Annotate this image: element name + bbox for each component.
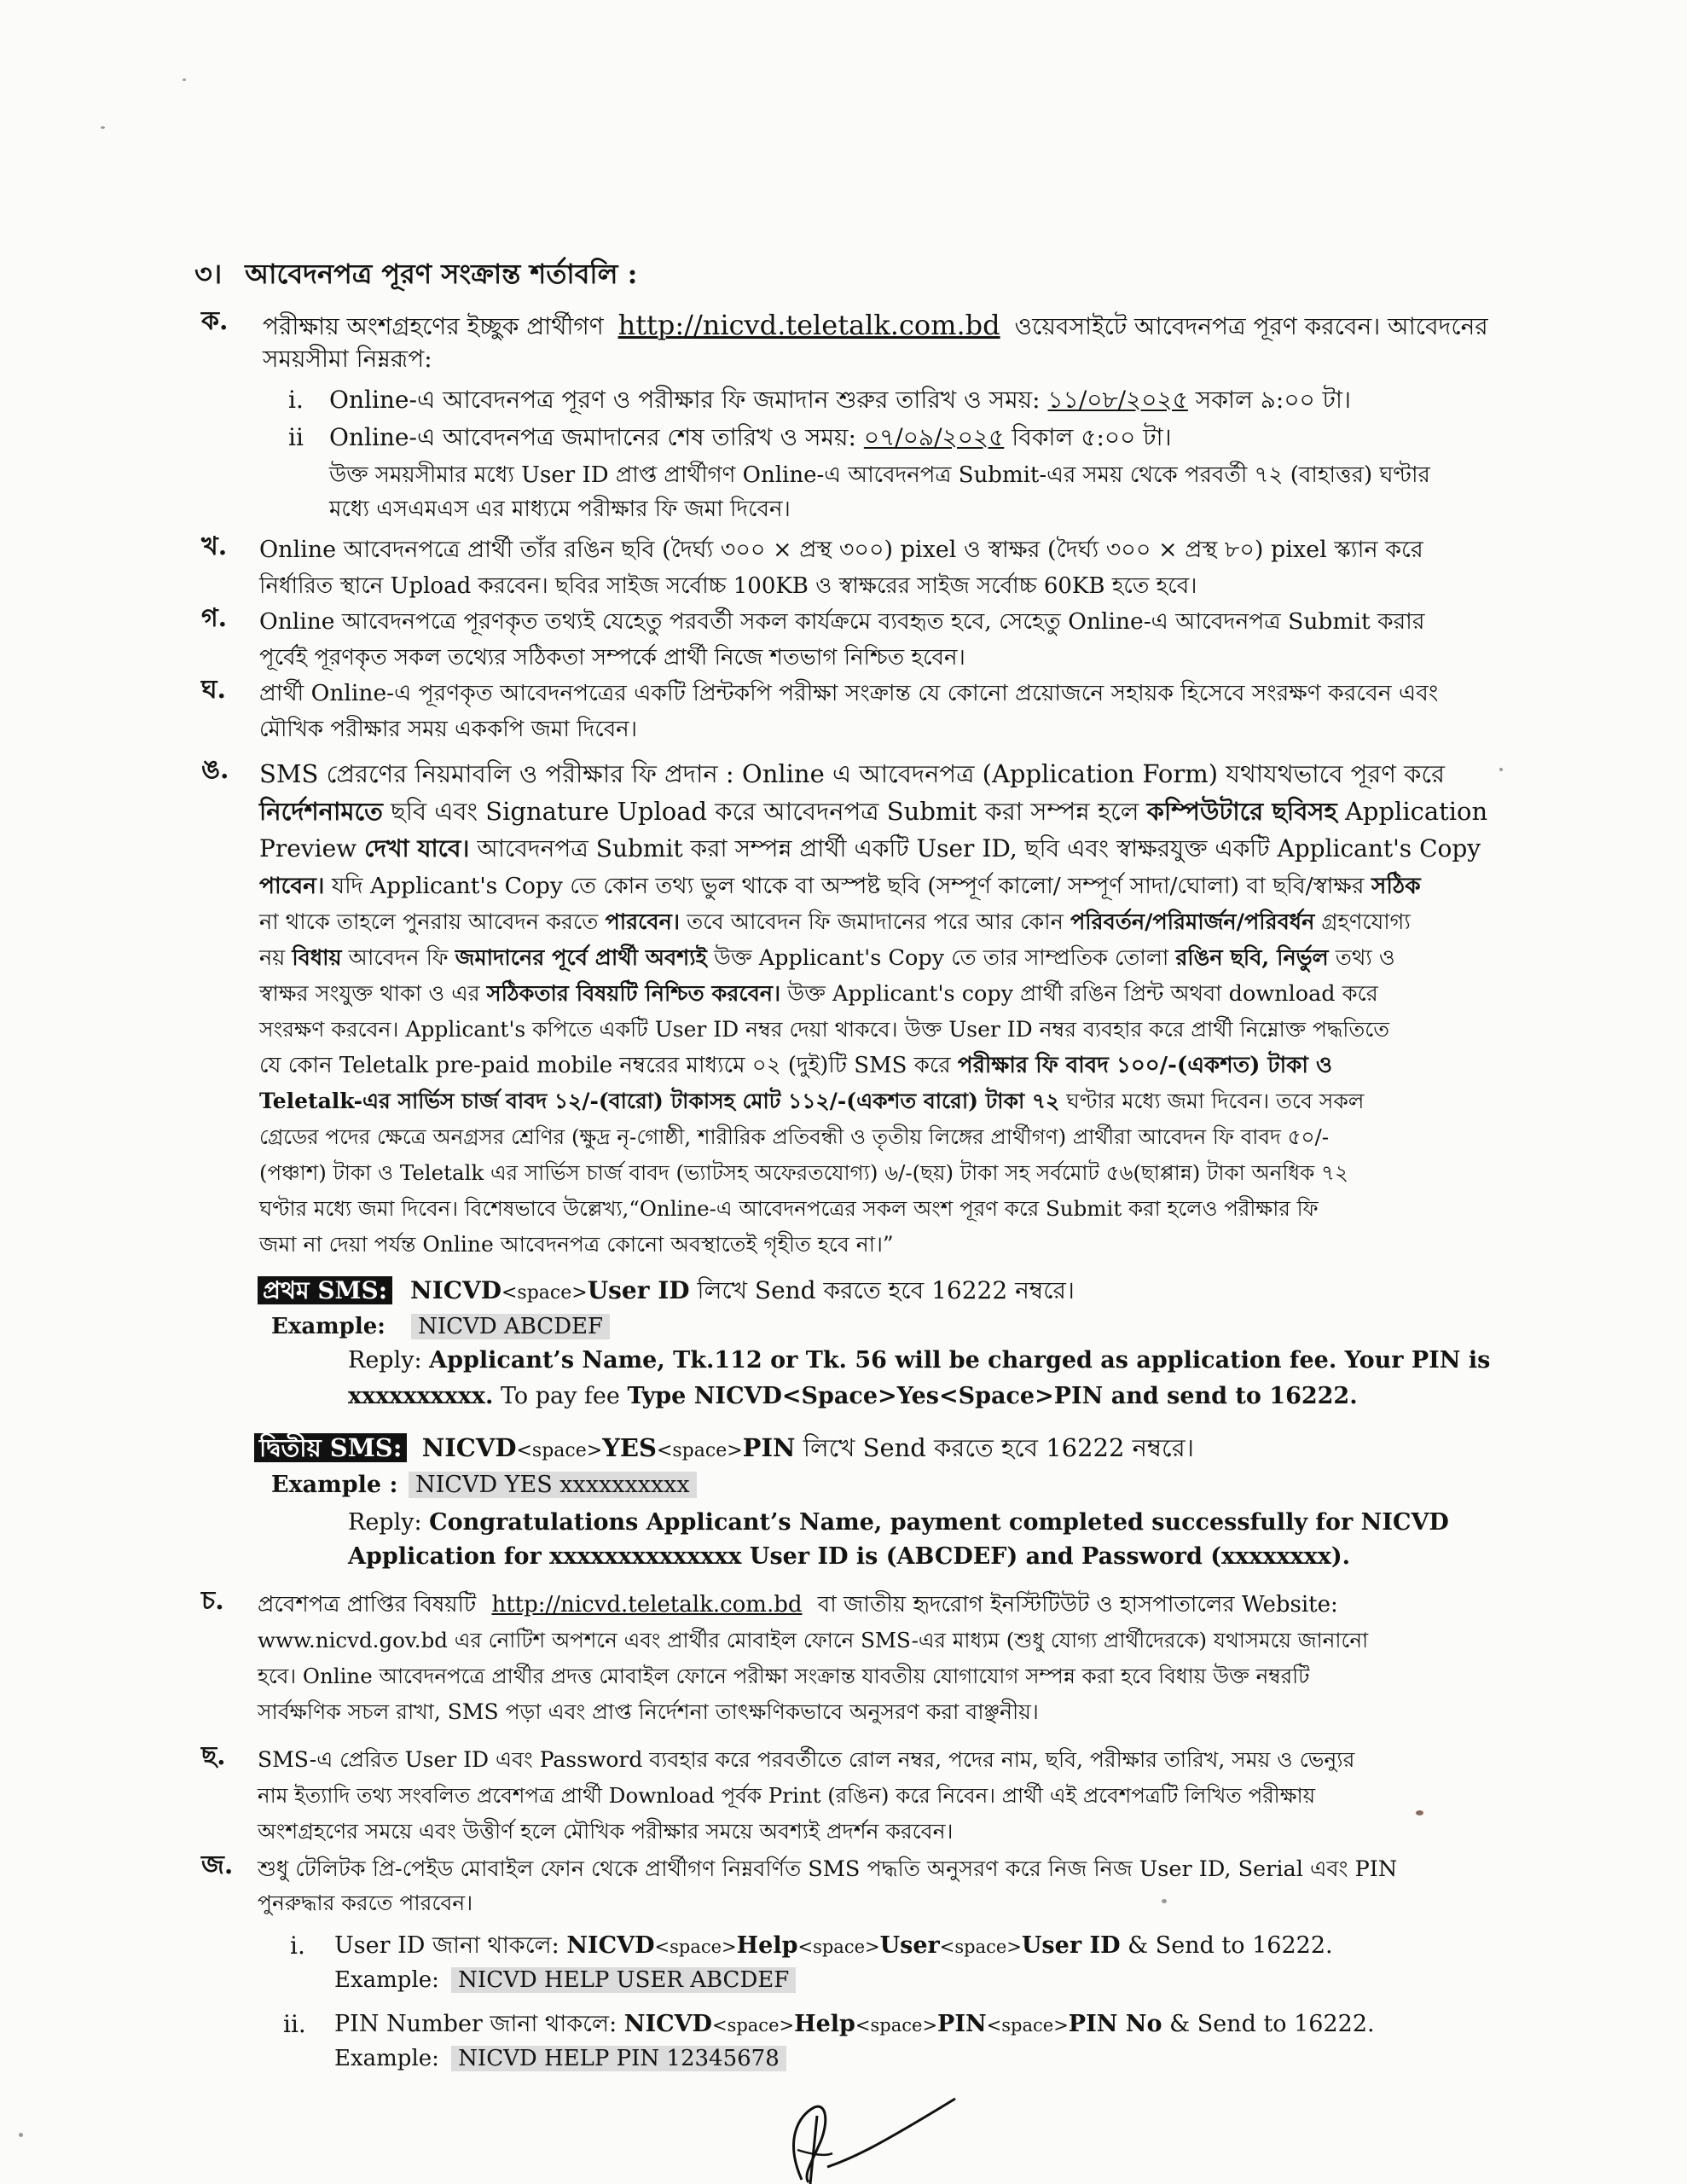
sms2-example-label: Example : (271, 1472, 398, 1498)
uma-l4c: সঠিক (1371, 873, 1421, 899)
ja-ii-space3: <space> (986, 2015, 1069, 2036)
ja-i-example-label: Example: (334, 1967, 439, 1993)
clause-uma-l11: গ্রেডের পদের ক্ষেত্রে অনগ্রসর শ্রেণির (ক্ষুদ্র নৃ-গোষ্ঠী, শারীরিক প্রতিবন্ধী ও তৃতীয় লিঙ্গের প্রার্থীগণ) প্রার্থীরা আবেদন ফি বাবদ ৫০/- (259, 1124, 1329, 1149)
uma-l7b: সঠিকতার বিষয়টি নিশ্চিত করবেন। (486, 981, 781, 1007)
sms1-space: <space> (501, 1282, 588, 1304)
sms1-tail: লিখে Send করতে হবে 16222 নম্বরে। (697, 1276, 1075, 1304)
ja-ii-example (334, 2042, 786, 2075)
clause-ca-label: চ. (201, 1586, 224, 1616)
start-date: ১১/০৮/২০২৫ (1047, 386, 1188, 414)
clause-uma-l14: জমা না দেয়া পর্যন্ত Online আবেদনপত্র কোনো অবস্থাতেই গৃহীত হবে না।” (259, 1232, 894, 1257)
sms2-instruction (254, 1432, 1194, 1467)
ja-i-tail: & Send to 16222. (1128, 1932, 1333, 1959)
uma-l6a: নয় (259, 945, 286, 971)
uma-l9a: যে কোন Teletalk pre-paid mobile নম্বরের মাধ্যমে ০২ (দুই)টি SMS করে (259, 1053, 951, 1078)
clause-ka-text-a: পরীক্ষায় অংশগ্রহণের ইচ্ছুক প্রার্থীগণ (263, 312, 604, 340)
clause-ga-line1: Online আবেদনপত্রে পূরণকৃত তথ্যই যেহেতু পরবর্তী সকল কার্যক্রমে ব্যবহৃত হবে, সেহেতু Online-এ আবেদনপত্র Submit করার (259, 608, 1425, 635)
sms1-instruction (258, 1275, 1075, 1310)
uma-l2b: ছবি এবং Signature Upload করে আবেদনপত্র Submit করা সম্পন্ন হলে (391, 797, 1139, 826)
scan-speck (1499, 768, 1503, 771)
ca-l1b: বা জাতীয় হৃদরোগ ইনস্টিটিউট ও হাসপাতালের Website: (817, 1592, 1338, 1618)
clause-ka-sub-i (329, 384, 1351, 416)
section-number: ৩। (194, 258, 223, 290)
uma-l2c: কম্পিউটারে ছবিসহ (1146, 797, 1337, 826)
uma-l6c: আবেদন ফি (348, 945, 449, 971)
sms1-field: User ID (587, 1276, 690, 1304)
sms2-example (271, 1469, 697, 1502)
clause-ca-l1 (258, 1589, 1338, 1621)
sms1-reply-label: Reply: (348, 1347, 422, 1374)
uma-l5b: পারবেন। (605, 909, 680, 935)
clause-uma-l13: ঘণ্টার মধ্যে জমা দিবেন। বিশেষভাবে উল্লেখ্য,“Online-এ আবেদনপত্রের সকল অংশ পূরণ করে Submit করা হলেও পরীক্ষার ফি (259, 1196, 1319, 1221)
clause-ka-sub-ii (329, 421, 1172, 454)
sms2-reply-line2 (348, 1541, 1350, 1573)
uma-l3c: আবেদনপত্র Submit করা সম্পন্ন প্রার্থী একটি User ID, ছবি এবং স্বাক্ষরযুক্ত একটি Applicant's Copy (477, 834, 1481, 863)
clause-ka-text-b: ওয়েবসাইটে আবেদনপত্র পূরণ করবেন। আবেদনের (1014, 312, 1488, 340)
scan-speck (19, 2133, 23, 2137)
ja-i-example-code: NICVD HELP USER ABCDEF (451, 1967, 796, 1993)
start-time: সকাল ৯:০০ টা। (1195, 386, 1352, 414)
scan-speck (101, 126, 105, 129)
uma-l6d: জমাদানের পূর্বে প্রার্থী অবশ্যই (455, 945, 707, 971)
uma-l4b: যদি Applicant's Copy তে কোন তথ্য ভুল থাকে বা অস্পষ্ট ছবি (সম্পূর্ণ কালো/ সম্পূর্ণ সাদা/ঘোলা) বা ছবি/স্বাক্ষর (331, 873, 1365, 899)
sms1-reply1: Applicant’s Name, Tk.112 or Tk. 56 will be charged as application fee. Your PIN is (429, 1347, 1491, 1374)
sms1-tag: প্রথম SMS: (258, 1276, 392, 1304)
sms1-example-code: NICVD ABCDEF (411, 1314, 610, 1339)
sms2-field1: YES (602, 1433, 657, 1462)
scan-speck (1416, 1810, 1423, 1815)
clause-uma-l3 (259, 833, 1481, 865)
ja-ii-space2: <space> (855, 2015, 938, 2036)
ja-i-help: Help (736, 1932, 798, 1959)
ja-ii-help: Help (794, 2011, 855, 2037)
uma-l5c: তবে আবেদন ফি জমাদানের পরে আর কোন (687, 909, 1064, 935)
ja-i-space3: <space> (939, 1937, 1022, 1957)
clause-uma-l1: SMS প্রেরণের নিয়মাবলি ও পরীক্ষার ফি প্রদান : Online এ আবেদনপত্র (Application Form) যথাযথভাবে পূরণ করে (259, 759, 1445, 788)
ja-i-example (334, 1964, 796, 1996)
sms2-reply2: Application for xxxxxxxxxxxxxx User ID is (ABCDEF) and Password (xxxxxxxx). (348, 1543, 1351, 1570)
sms1-example (271, 1310, 610, 1343)
ja-i-space1: <space> (654, 1937, 737, 1957)
clause-uma-l9 (259, 1049, 1332, 1082)
clause-kha-line2: নির্ধারিত স্থানে Upload করবেন। ছবির সাইজ সর্বোচ্চ 100KB ও স্বাক্ষরের সাইজ সর্বোচ্চ 60KB হতে হবে। (259, 573, 1197, 599)
ja-ii-tail: & Send to 16222. (1169, 2011, 1375, 2037)
uma-l9b: পরীক্ষার ফি বাবদ ১০০/-(একশত) টাকা ও (957, 1053, 1333, 1078)
clause-ka-sub-ii-label: ii (288, 423, 304, 451)
ja-i-label: i. (290, 1931, 305, 1960)
clause-ja-l2: পুনরুদ্ধার করতে পারবেন। (258, 1891, 473, 1915)
sms2-field2: PIN (742, 1433, 796, 1462)
ja-ii-instruction (334, 2008, 1375, 2042)
clause-ca-l3: হবে। Online আবেদনপত্রে প্রার্থীর প্রদত্ত মোবাইল ফোনে পরীক্ষা সংক্রান্ত যাবতীয় যোগাযোগ সম্পন্ন করা হবে বিধায় উক্ত নম্বরটি (258, 1664, 1310, 1688)
ja-i-text: User ID জানা থাকলে: (334, 1932, 559, 1959)
sms1-code: NICVD (410, 1276, 501, 1304)
clause-ga-label: গ. (201, 603, 228, 633)
uma-l6e: উক্ত Applicant's Copy তে তার সাম্প্রতিক তোলা (714, 945, 1169, 971)
clause-uma-l12: (পঞ্চাশ) টাকা ও Teletalk এর সার্ভিস চার্জ বাবদ (ভ্যাটসহ অফেরতযোগ্য) ৬/-(ছয়) টাকা সহ সর্বমোট ৫৬(ছাপ্পান্ন) টাকা অনধিক ৭২ (259, 1160, 1348, 1185)
uma-l2a: নির্দেশনামতে (259, 797, 383, 826)
uma-l5a: না থাকে তাহলে পুনরায় আবেদন করতে (259, 909, 599, 935)
sms2-tag: দ্বিতীয় SMS: (254, 1433, 407, 1462)
clause-gha-label: ঘ. (201, 675, 226, 705)
ca-l1a: প্রবেশপত্র প্রাপ্তির বিষয়টি (258, 1592, 477, 1618)
scan-speck (183, 78, 186, 81)
scan-speck (1162, 1899, 1167, 1903)
clause-ka-line1 (263, 309, 1488, 343)
sms1-reply2b: To pay fee (500, 1383, 620, 1409)
clause-ka-sub-i-label: i. (288, 386, 304, 414)
ja-ii-example-label: Example: (334, 2046, 439, 2071)
clause-cha-label: ছ. (201, 1741, 226, 1771)
signature-scribble (751, 2065, 972, 2184)
uma-l5d: পরিবর্তন/পরিমার্জন/পরিবর্ধন (1070, 909, 1315, 935)
ja-i-uid: User ID (1021, 1932, 1121, 1959)
ja-i-space2: <space> (797, 1937, 880, 1957)
sms1-example-label: Example: (271, 1314, 386, 1339)
clause-ka-note2: মধ্যে এসএমএস এর মাধ্যমে পরীক্ষার ফি জমা দিবেন। (329, 497, 791, 522)
uma-l10b: ঘণ্টার মধ্যে জমা দিবেন। তবে সকল (1066, 1089, 1365, 1113)
uma-l10a: Teletalk-এর সার্ভিস চার্জ বাবদ ১২/-(বারো) টাকাসহ মোট ১১২/-(একশত বারো) টাকা ৭২ (259, 1089, 1060, 1113)
clause-ca-l4: সার্বক্ষণিক সচল রাখা, SMS পড়া এবং প্রাপ্ত নির্দেশনা তাৎক্ষণিকভাবে অনুসরণ করা বাঞ্ছনীয়। (258, 1699, 1039, 1724)
clause-uma-l4 (259, 870, 1421, 903)
uma-l6g: তথ্য ও (1335, 945, 1395, 971)
sms1-reply2a: xxxxxxxxxx. (348, 1383, 494, 1409)
uma-l6f: রঙিন ছবি, নির্ভুল (1175, 945, 1329, 971)
clause-uma-l8: সংরক্ষণ করবেন। Applicant's কপিতে একটি User ID নম্বর দেয়া থাকবে। উক্ত User ID নম্বর ব্যবহার করে প্রার্থী নিম্নোক্ত পদ্ধতিতে (259, 1017, 1390, 1042)
clause-uma-label: ঙ. (201, 755, 229, 785)
sms1-reply-line2 (348, 1380, 1358, 1413)
section-title: আবেদনপত্র পূরণ সংক্রান্ত শর্তাবলি : (245, 258, 638, 290)
sub-ii-text: Online-এ আবেদনপত্র জমাদানের শেষ তারিখ ও সময়: (329, 423, 856, 451)
sms2-example-code: NICVD YES xxxxxxxxxx (409, 1472, 697, 1498)
uma-l3b: দেখা যাবে। (364, 834, 470, 863)
clause-ga-line2: পূর্বেই পূরণকৃত সকল তথ্যের সঠিকতা সম্পর্কে প্রার্থী নিজে শতভাগ নিশ্চিত হবেন। (259, 645, 965, 671)
clause-ja-l1: শুধু টেলিটক প্রি-পেইড মোবাইল ফোন থেকে প্রার্থীগণ নিম্নবর্ণিত SMS পদ্ধতি অনুসরণ করে নিজ নিজ User ID, Serial এবং PIN (258, 1856, 1398, 1882)
ca-teletalk-link[interactable]: http://nicvd.teletalk.com.bd (491, 1592, 803, 1618)
sms1-reply-line1 (348, 1345, 1490, 1377)
uma-l2d: Application (1344, 797, 1488, 826)
ja-ii-text: PIN Number জানা থাকলে: (334, 2011, 617, 2037)
ja-i-code: NICVD (566, 1932, 655, 1959)
ja-ii-code: NICVD (623, 2011, 712, 2037)
section-heading (194, 258, 637, 292)
sms2-space1: <space> (516, 1440, 603, 1461)
clause-gha-line2: মৌখিক পরীক্ষার সময় এককপি জমা দিবেন। (259, 717, 637, 742)
end-time: বিকাল ৫:০০ টা। (1012, 423, 1172, 451)
sms2-code: NICVD (421, 1433, 517, 1462)
uma-l6b: বিধায় (292, 945, 342, 971)
end-date: ০৭/০৯/২০২৫ (863, 423, 1005, 451)
clause-uma-l10 (259, 1085, 1364, 1118)
sub-i-text: Online-এ আবেদনপত্র পূরণ ও পরীক্ষার ফি জমাদান শুরুর তারিখ ও সময়: (329, 386, 1041, 414)
clause-uma-l2 (259, 795, 1487, 828)
clause-ka-line2: সময়সীমা নিম্নরূপ: (263, 345, 432, 373)
clause-ja-label: জ. (201, 1850, 234, 1880)
ja-ii-pinno: PIN No (1068, 2011, 1162, 2037)
uma-l3a: Preview (259, 834, 357, 863)
ja-ii-pin: PIN (937, 2011, 987, 2037)
ja-ii-label: ii. (283, 2010, 306, 2038)
sms2-tail: লিখে Send করতে হবে 16222 নম্বরে। (803, 1433, 1195, 1462)
clause-kha-line1: Online আবেদনপত্রে প্রার্থী তাঁর রঙিন ছবি (দৈর্ঘ্য ৩০০ × প্রস্থ ৩০০) pixel ও স্বাক্ষর (দৈর্ঘ্য ৩০০ × প্রস্থ ৮০) pixel স্ক্যান করে (259, 537, 1423, 563)
uma-l5e: গ্রহণযোগ্য (1321, 909, 1411, 935)
ja-ii-space1: <space> (711, 2015, 795, 2036)
clause-uma-l5 (259, 906, 1411, 938)
uma-l4a: পাবেন। (259, 873, 325, 899)
clause-cha-l2: নাম ইত্যাদি তথ্য সংবলিত প্রবেশপত্র প্রার্থী Download পূর্বক Print (রঙিন) করে নিবেন। প্রার্থী এই প্রবেশপত্রটি লিখিত পরীক্ষায় (258, 1783, 1316, 1808)
clause-cha-l1: SMS-এ প্রেরিত User ID এবং Password ব্যবহার করে পরবর্তীতে রোল নম্বর, পদের নাম, ছবি, পরীক্ষার তারিখ, সময় ও ভেন্যুর (258, 1747, 1355, 1772)
clause-kha-label: খ. (201, 531, 228, 561)
clause-ka-label: ক. (201, 306, 229, 336)
ja-ii-example-code: NICVD HELP PIN 12345678 (451, 2046, 786, 2071)
sms2-reply-label: Reply: (348, 1509, 422, 1536)
clause-uma-l7 (259, 978, 1378, 1010)
uma-l7a: স্বাক্ষর সংযুক্ত থাকা ও এর (259, 981, 480, 1007)
ja-i-user: User (879, 1932, 940, 1959)
clause-cha-l3: অংশগ্রহণের সময়ে এবং উত্তীর্ণ হলে মৌখিক পরীক্ষার সময়ে অবশ্যই প্রদর্শন করবেন। (258, 1819, 954, 1844)
uma-l7c: উক্ত Applicant's copy প্রার্থী রঙিন প্রিন্ট অথবা download করে (787, 981, 1378, 1007)
sms1-reply2c: Type NICVD<Space>Yes<Space>PIN and send to 16222. (627, 1383, 1358, 1409)
clause-ca-l2: www.nicvd.gov.bd এর নোটিশ অপশনে এবং প্রার্থীর মোবাইল ফোনে SMS-এর মাধ্যম (শুধু যোগ্য প্রার্থীদেরকে) যথাসময়ে জানানো (258, 1628, 1369, 1653)
clause-ka-note1: উক্ত সময়সীমার মধ্যে User ID প্রাপ্ত প্রার্থীগণ Online-এ আবেদনপত্র Submit-এর সময় থেকে পরবর্তী ৭২ (বাহাত্তর) ঘণ্টার (329, 462, 1430, 488)
clause-gha-line1: প্রার্থী Online-এ পূরণকৃত আবেদনপত্রের একটি প্রিন্টকপি পরীক্ষা সংক্রান্ত যে কোনো প্রয়োজনে সহায়ক হিসেবে সংরক্ষণ করবেন এবং (259, 680, 1439, 706)
sms2-reply-line1 (348, 1507, 1449, 1539)
sms2-space2: <space> (656, 1440, 743, 1461)
teletalk-link[interactable]: http://nicvd.teletalk.com.bd (617, 309, 1000, 341)
clause-uma-l6 (259, 942, 1395, 974)
sms2-reply1: Congratulations Applicant’s Name, payment completed successfully for NICVD (429, 1509, 1449, 1536)
ja-i-instruction (334, 1930, 1333, 1963)
